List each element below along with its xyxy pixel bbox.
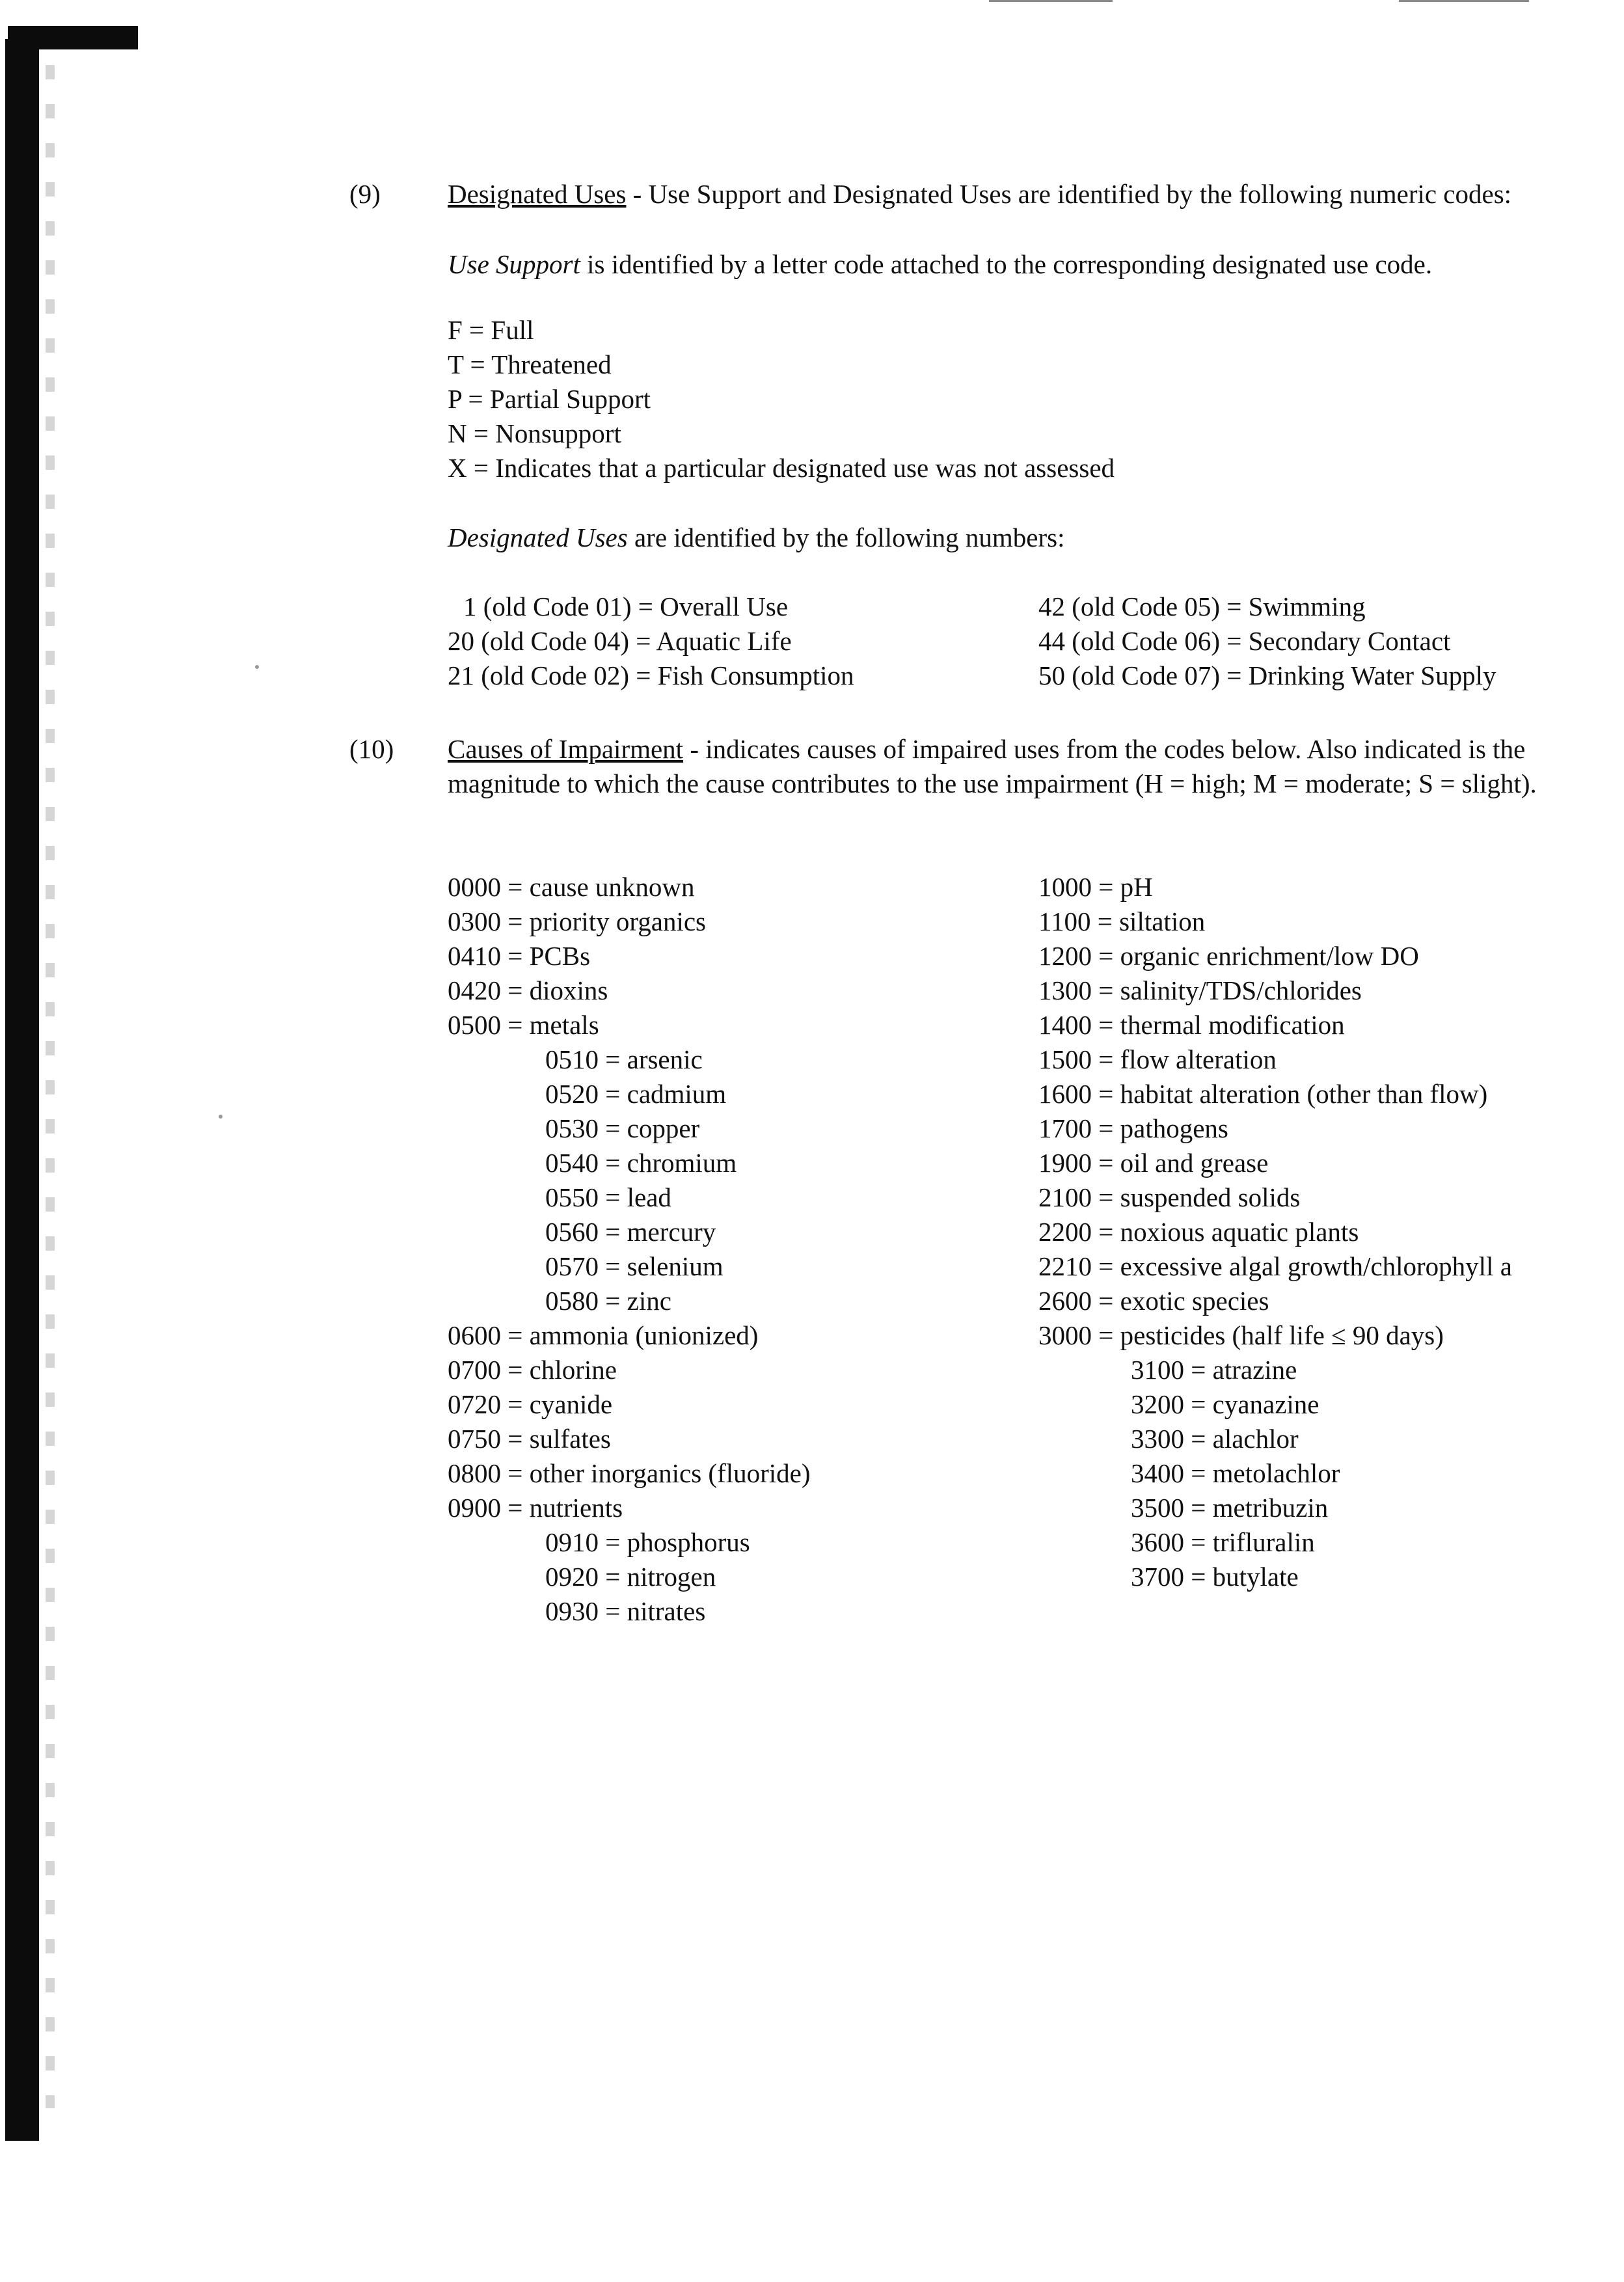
cause-code-item: 1600 = habitat alteration (other than flow) xyxy=(1038,1079,1488,1109)
cause-code-item: 2600 = exotic species xyxy=(1038,1286,1269,1316)
scan-top-line xyxy=(989,0,1113,2)
section-9-number: (9) xyxy=(349,179,381,209)
scan-speck xyxy=(219,1115,223,1119)
cause-code-subitem: 0530 = copper xyxy=(545,1113,700,1143)
scan-top-line xyxy=(1399,0,1529,2)
support-code: N = Nonsupport xyxy=(448,418,621,448)
support-code: T = Threatened xyxy=(448,349,612,379)
cause-code-subitem: 3500 = metribuzin xyxy=(1131,1493,1329,1523)
cause-code-item: 1100 = siltation xyxy=(1038,906,1206,936)
designated-use-item: 44 (old Code 06) = Secondary Contact xyxy=(1038,626,1451,656)
cause-code-item: 0420 = dioxins xyxy=(448,975,608,1005)
cause-code-item: 1300 = salinity/TDS/chlorides xyxy=(1038,975,1362,1005)
cause-code-subitem: 3600 = trifluralin xyxy=(1131,1527,1315,1557)
designated-use-item: 21 (old Code 02) = Fish Consumption xyxy=(448,660,854,690)
cause-code-item: 1200 = organic enrichment/low DO xyxy=(1038,941,1419,971)
use-support-text: is identified by a letter code attached to the corresponding designated use code. xyxy=(580,249,1433,279)
cause-code-item: 1700 = pathogens xyxy=(1038,1113,1228,1143)
cause-code-subitem: 3100 = atrazine xyxy=(1131,1355,1297,1385)
cause-code-item: 2100 = suspended solids xyxy=(1038,1182,1301,1212)
cause-code-subitem: 0510 = arsenic xyxy=(545,1044,703,1074)
cause-code-subitem: 0540 = chromium xyxy=(545,1148,737,1178)
cause-code-item: 1000 = pH xyxy=(1038,872,1153,902)
section-10-number: (10) xyxy=(349,734,394,764)
cause-code-item: 0300 = priority organics xyxy=(448,906,707,936)
cause-code-subitem: 3700 = butylate xyxy=(1131,1562,1299,1592)
cause-code-item: 2200 = noxious aquatic plants xyxy=(1038,1217,1359,1247)
section-10-heading: Causes of Impairment xyxy=(448,734,684,764)
cause-code-subitem: 3200 = cyanazine xyxy=(1131,1389,1320,1419)
cause-code-subitem: 0930 = nitrates xyxy=(545,1596,706,1626)
designated-use-item: 42 (old Code 05) = Swimming xyxy=(1038,591,1366,621)
cause-code-item: 0700 = chlorine xyxy=(448,1355,617,1385)
designated-use-item: 1 (old Code 01) = Overall Use xyxy=(463,591,789,621)
cause-code-subitem: 0570 = selenium xyxy=(545,1251,724,1281)
cause-code-item: 3000 = pesticides (half life ≤ 90 days) xyxy=(1038,1320,1444,1350)
designated-uses-label: Designated Uses xyxy=(448,523,628,552)
cause-code-item: 0410 = PCBs xyxy=(448,941,591,971)
cause-code-item: 1500 = flow alteration xyxy=(1038,1044,1277,1074)
cause-code-subitem: 0920 = nitrogen xyxy=(545,1562,716,1592)
cause-code-item: 0600 = ammonia (unionized) xyxy=(448,1320,759,1350)
use-support-label: Use Support xyxy=(448,249,580,279)
scan-binding-edge xyxy=(5,39,39,2141)
cause-code-subitem: 3400 = metolachlor xyxy=(1131,1458,1340,1488)
scan-speck xyxy=(255,665,259,669)
support-code: F = Full xyxy=(448,315,534,345)
support-code: X = Indicates that a particular designated use was not assessed xyxy=(448,453,1115,483)
scan-binding-strip xyxy=(46,65,55,2108)
cause-code-item: 0900 = nutrients xyxy=(448,1493,623,1523)
cause-code-subitem: 0520 = cadmium xyxy=(545,1079,727,1109)
section-9-intro-text: - Use Support and Designated Uses are identified by the following numeric codes: xyxy=(626,179,1512,209)
cause-code-subitem: 0910 = phosphorus xyxy=(545,1527,750,1557)
cause-code-subitem: 0550 = lead xyxy=(545,1182,671,1212)
section-10-intro xyxy=(448,732,1619,801)
use-support-paragraph xyxy=(448,247,1432,282)
cause-code-item: 1400 = thermal modification xyxy=(1038,1010,1345,1040)
section-9-heading: Designated Uses xyxy=(448,179,627,209)
cause-code-subitem: 0580 = zinc xyxy=(545,1286,671,1316)
section-10-intro-text: - indicates causes of impaired uses from the codes below. Also indicated is the magnitude to which the cause contributes to the use impairment (H = high; M = moderate; S = slight). xyxy=(448,734,1537,798)
cause-code-item: 0000 = cause unknown xyxy=(448,872,695,902)
cause-code-item: 0750 = sulfates xyxy=(448,1424,611,1454)
section-9-intro xyxy=(448,177,1511,211)
cause-code-item: 0500 = metals xyxy=(448,1010,599,1040)
cause-code-item: 0720 = cyanide xyxy=(448,1389,613,1419)
cause-code-item: 2210 = excessive algal growth/chlorophyll a xyxy=(1038,1251,1512,1281)
cause-code-item: 0800 = other inorganics (fluoride) xyxy=(448,1458,811,1488)
support-code: P = Partial Support xyxy=(448,384,651,414)
designated-uses-text: are identified by the following numbers: xyxy=(627,523,1065,552)
cause-code-subitem: 0560 = mercury xyxy=(545,1217,716,1247)
designated-use-item: 50 (old Code 07) = Drinking Water Supply xyxy=(1038,660,1496,690)
designated-uses-paragraph xyxy=(448,521,1065,555)
cause-code-item: 1900 = oil and grease xyxy=(1038,1148,1269,1178)
cause-code-subitem: 3300 = alachlor xyxy=(1131,1424,1299,1454)
designated-use-item: 20 (old Code 04) = Aquatic Life xyxy=(448,626,792,656)
